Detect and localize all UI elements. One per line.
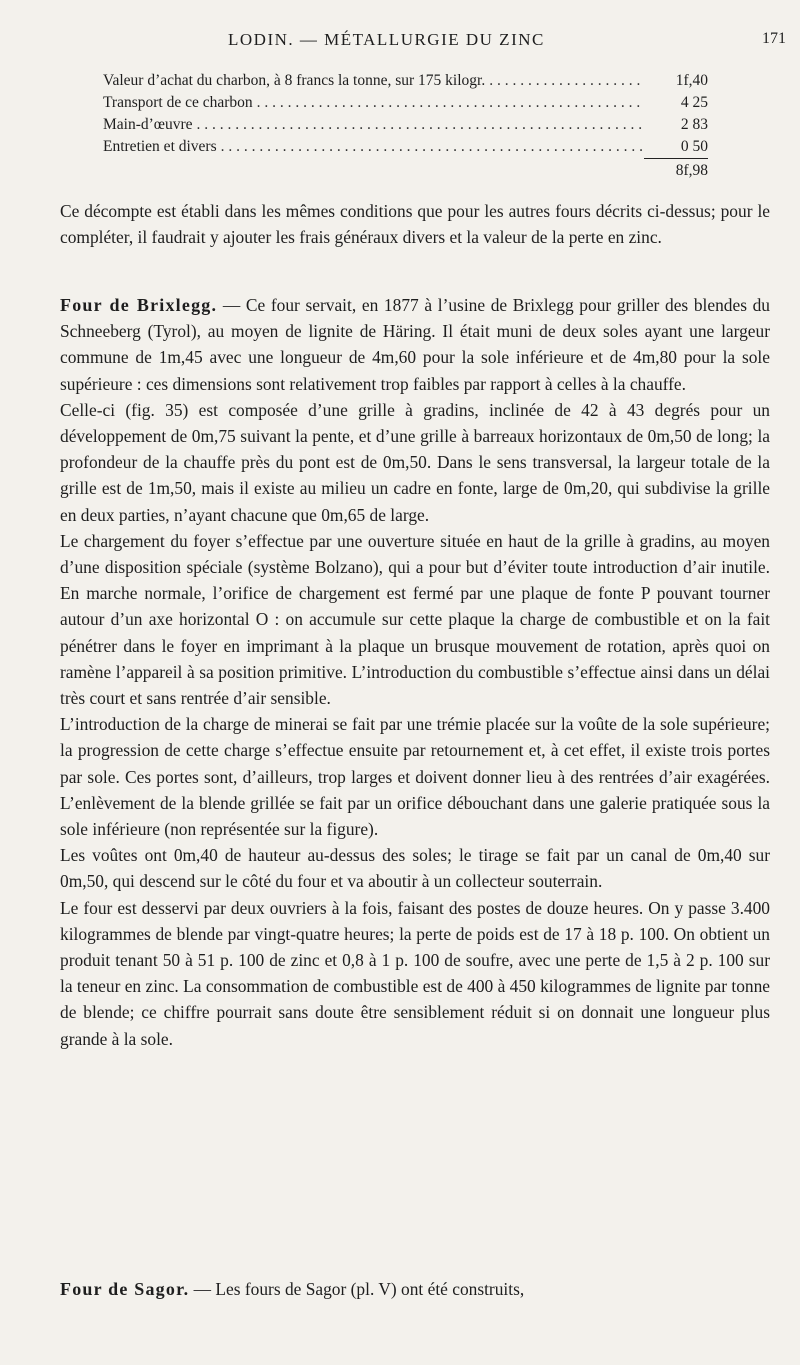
paragraph: Celle-ci (fig. 35) est composée d’une grille à gradins, inclinée de 42 à 43 degrés pour un développement de 0m,75 suivant la pente, et d’une grille à barreaux horizontaux de 0m,50 de long; la profondeur de la chauffe près du pont est de 0m,50. Dans le sens transversal, la largeur totale de la grille est de 1m,50, mais il existe au milieu un cadre en fonte, large de 0m,20, qui subdivise la grille en deux parties, n’ayant chacune que 0m,65 de large.: [60, 399, 770, 525]
dot-leader: [257, 92, 644, 114]
cost-total-row: [103, 158, 708, 184]
cost-row: [103, 114, 708, 136]
dot-leader: [197, 114, 644, 136]
cost-row: [103, 136, 708, 158]
paragraph: [60, 292, 770, 397]
cost-label: Entretien et divers: [103, 138, 217, 155]
cost-label: Main-d’œuvre: [103, 116, 193, 133]
dot-leader: [489, 70, 644, 92]
cost-label: Transport de ce charbon: [103, 94, 253, 111]
cost-row: [103, 70, 708, 92]
cost-table: [103, 70, 708, 184]
paragraph: L’introduction de la charge de minerai se fait par une trémie placée sur la voûte de la sole supérieure; la progression de cette charge s’effectue ensuite par retournement et, à cet effet, il existe trois portes par sole. Ces portes sont, d’ailleurs, trop larges et doivent donner lieu à des rentrées d’air exagérées. L’enlèvement de la blende grillée se fait par un orifice débouchant dans une galerie pratiquée sous la sole inférieure (non représentée sur la figure).: [60, 714, 770, 840]
dot-leader: [221, 136, 644, 158]
running-header: [60, 30, 790, 56]
cost-amount: 2 83: [680, 116, 708, 133]
section-heading: Four de Brixlegg.: [60, 295, 218, 315]
page-number: 171: [762, 30, 786, 47]
section-heading: Four de Sagor.: [60, 1279, 190, 1299]
section-sagor: [60, 1276, 770, 1302]
cost-total: 8f,98: [675, 162, 708, 179]
paragraph: Le four est desservi par deux ouvriers à la fois, faisant des postes de douze heures. On y passe 3.400 kilogrammes de blende par vingt-quatre heures; la perte de poids est de 17 à 18 p. 100. On obtient un produit tenant 50 à 51 p. 100 de zinc et 0,8 à 1 p. 100 de soufre, avec une perte de 1,5 à 2 p. 100 sur la teneur en zinc. La consommation de combustible est de 400 à 450 kilogrammes de lignite par tonne de blende; ce chiffre pourrait sans doute être sensiblement réduit si on donnait une longueur plus grande à la sole.: [60, 897, 770, 1049]
header-title: LODIN. — MÉTALLURGIE DU ZINC: [228, 30, 545, 49]
section-brixlegg: [60, 292, 770, 1052]
cost-row: [103, 92, 708, 114]
paragraph-block-intro: [60, 198, 770, 250]
paragraph: Les voûtes ont 0m,40 de hauteur au-dessus des soles; le tirage se fait par un canal de 0m,40 sur 0m,50, qui descend sur le côté du four et va aboutir à un collecteur souterrain.: [60, 845, 770, 892]
cost-amount: 0 50: [644, 136, 708, 159]
cost-amount: 4 25: [680, 94, 708, 111]
paragraph-text: — Les fours de Sagor (pl. V) ont été construits,: [189, 1279, 525, 1299]
paragraph: Le chargement du foyer s’effectue par une ouverture située en haut de la grille à gradins, au moyen d’une disposition spéciale (système Bolzano), qui a pour but d’éviter toute introduction d’air inutile. En marche normale, l’orifice de chargement est fermé par une plaque de fonte P pouvant tourner autour d’un axe horizontal O : on accumule sur cette plaque la charge de combustible et on la fait pénétrer dans le foyer en imprimant à la plaque un brusque mouvement de rotation, après quoi on ramène l’appareil à sa position primitive. L’introduction du combustible s’effectue ainsi dans un délai très court et sans rentrée d’air sensible.: [60, 530, 770, 709]
paragraph-text: — Ce four servait, en 1877 à l’usine de Brixlegg pour griller des blendes du Schneeberg (Tyrol), au moyen de lignite de Häring. Il était muni de deux soles ayant une largeur commune de 1m,45 avec une longueur de 4m,60 pour la sole inférieure et de 4m,80 pour la sole supérieure : ces dimensions sont relativement trop faibles par rapport à celles à la chauffe.: [60, 295, 771, 394]
cost-label: Valeur d’achat du charbon, à 8 francs la tonne, sur 175 kilogr.: [103, 72, 486, 89]
cost-amount: 1f,40: [675, 72, 708, 89]
paragraph: [60, 1276, 770, 1302]
paragraph: Ce décompte est établi dans les mêmes conditions que pour les autres fours décrits ci-dessus; pour le compléter, il faudrait y ajouter les frais généraux divers et la valeur de la perte en zinc.: [60, 201, 770, 248]
